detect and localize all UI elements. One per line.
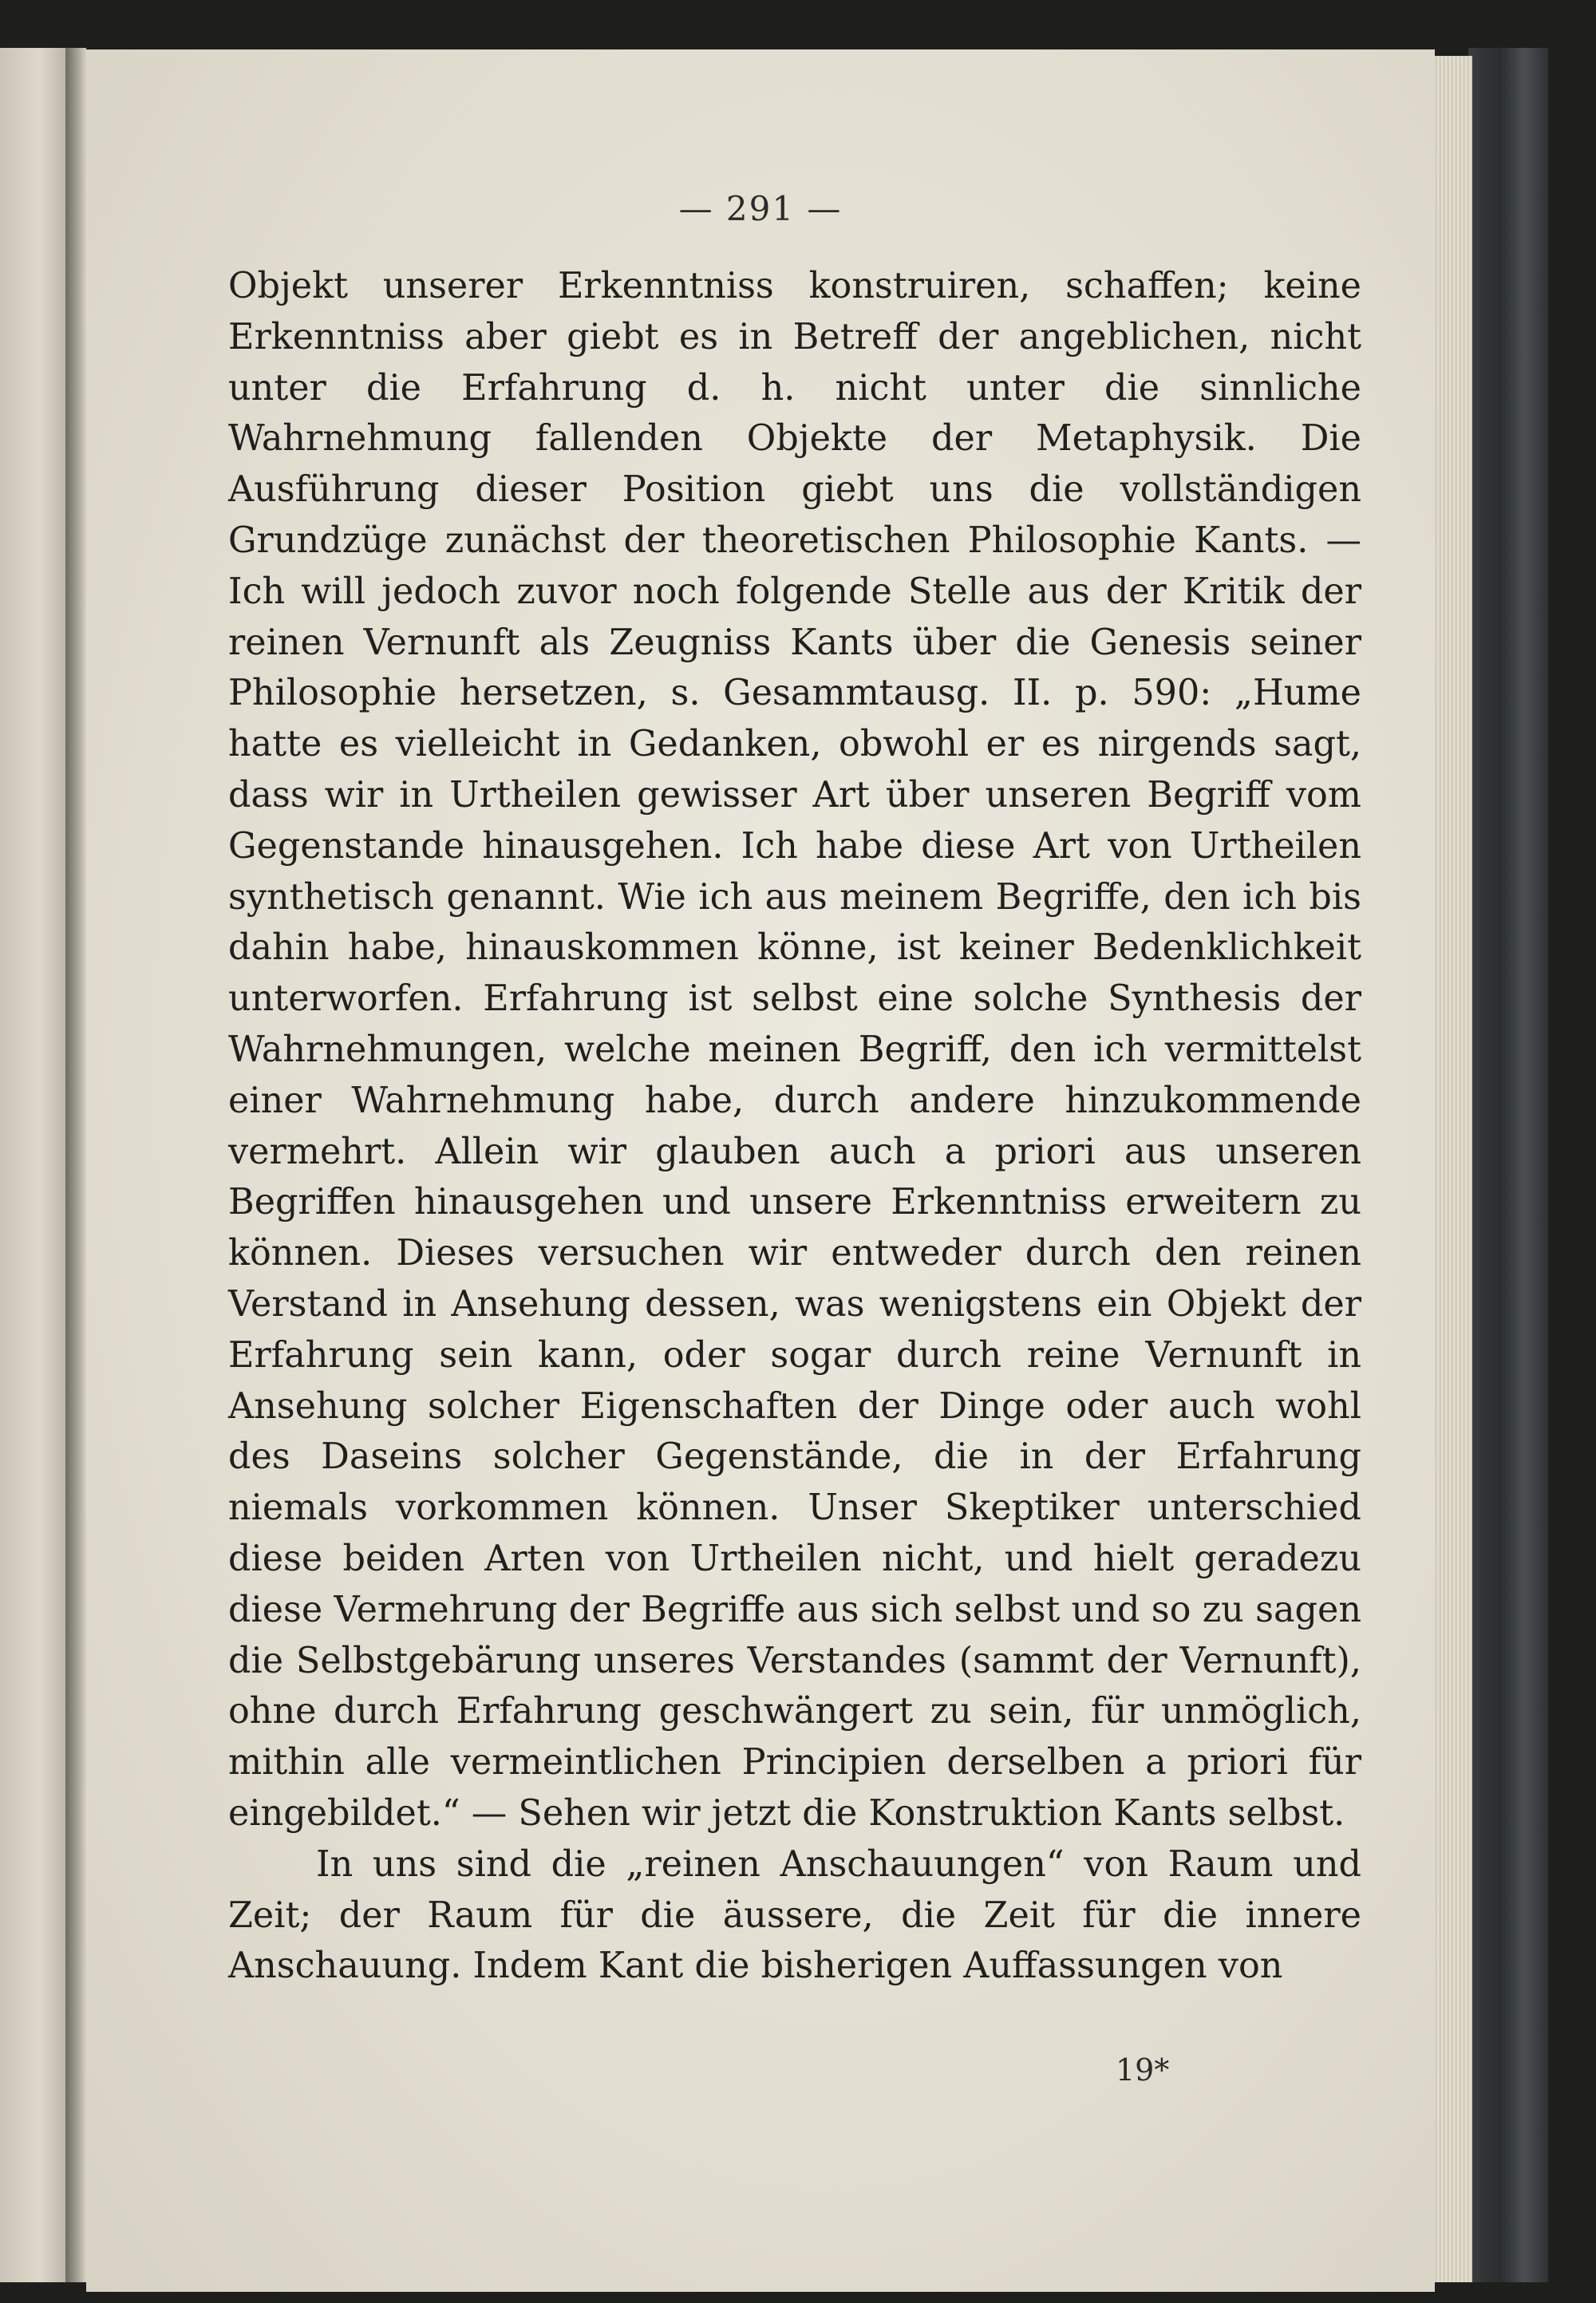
previous-page-edge — [0, 48, 65, 2282]
page-stack-edges — [1432, 56, 1472, 2282]
paragraph-2: In uns sind die „reinen Anschauungen“ von Raum und Zeit; der Raum für die äussere, die Zeit für die innere Anschauung. Indem Kant die bisherigen Auffassungen von — [228, 1843, 1361, 1987]
page-number-header: — 291 — — [678, 189, 843, 228]
book-page — [86, 49, 1435, 2292]
paragraph-1: Objekt unserer Erkenntniss konstruiren, schaffen; keine Erkenntniss aber giebt es in Betreff der angeblichen, nicht unter die Erfahrung d. h. nicht unter die sinnliche Wahrnehmung fallenden Objekte der Metaphysik. Die Ausführung dieser Position giebt uns die vollständigen Grundzüge zunächst der theoretischen Philosophie Kants. — Ich will jedoch zuvor noch folgende Stelle aus der Kritik der reinen Vernunft als Zeugniss Kants über die Genesis seiner Philosophie hersetzen, s. Gesammtausg. II. p. 590: „Hume hatte es vielleicht in Gedanken, obwohl er es nirgends sagt, dass wir in Urtheilen gewisser Art über unseren Begriff vom Gegenstande hinausgehen. Ich habe diese Art von Urtheilen synthetisch genannt. Wie ich aus meinem Begriffe, den ich bis dahin habe, hinauskommen könne, ist keiner Bedenklichkeit unterworfen. Erfahrung ist selbst eine solche Synthesis der Wahrnehmungen, welche meinen Begriff, den ich vermittelst einer Wahrnehmung habe, durch andere hinzukommende vermehrt. Allein wir glauben auch a priori aus unseren Begriffen hinausgehen und unsere Erkenntniss erweitern zu können. Dieses versuchen wir entweder durch den reinen Verstand in Ansehung dessen, was wenigstens ein Objekt der Erfahrung sein kann, oder sogar durch reine Vernunft in Ansehung solcher Eigenschaften der Dinge oder auch wohl des Daseins solcher Gegenstände, die in der Erfahrung niemals vorkommen können. Unser Skeptiker unterschied diese beiden Arten von Urtheilen nicht, und hielt geradezu diese Vermehrung der Begriffe aus sich selbst und so zu sagen die Selbstgebärung unseres Verstandes (sammt der Vernunft), ohne durch Erfahrung geschwängert zu sein, für unmöglich, mithin alle vermeintlichen Principien derselben a priori für eingebildet.“ — Sehen wir jetzt die Konstruktion Kants selbst. — [228, 266, 1361, 1834]
signature-mark: 19* — [1116, 2052, 1170, 2088]
book-cover-edge — [1468, 48, 1548, 2282]
body-text — [228, 261, 1361, 1992]
book-gutter — [65, 48, 86, 2282]
